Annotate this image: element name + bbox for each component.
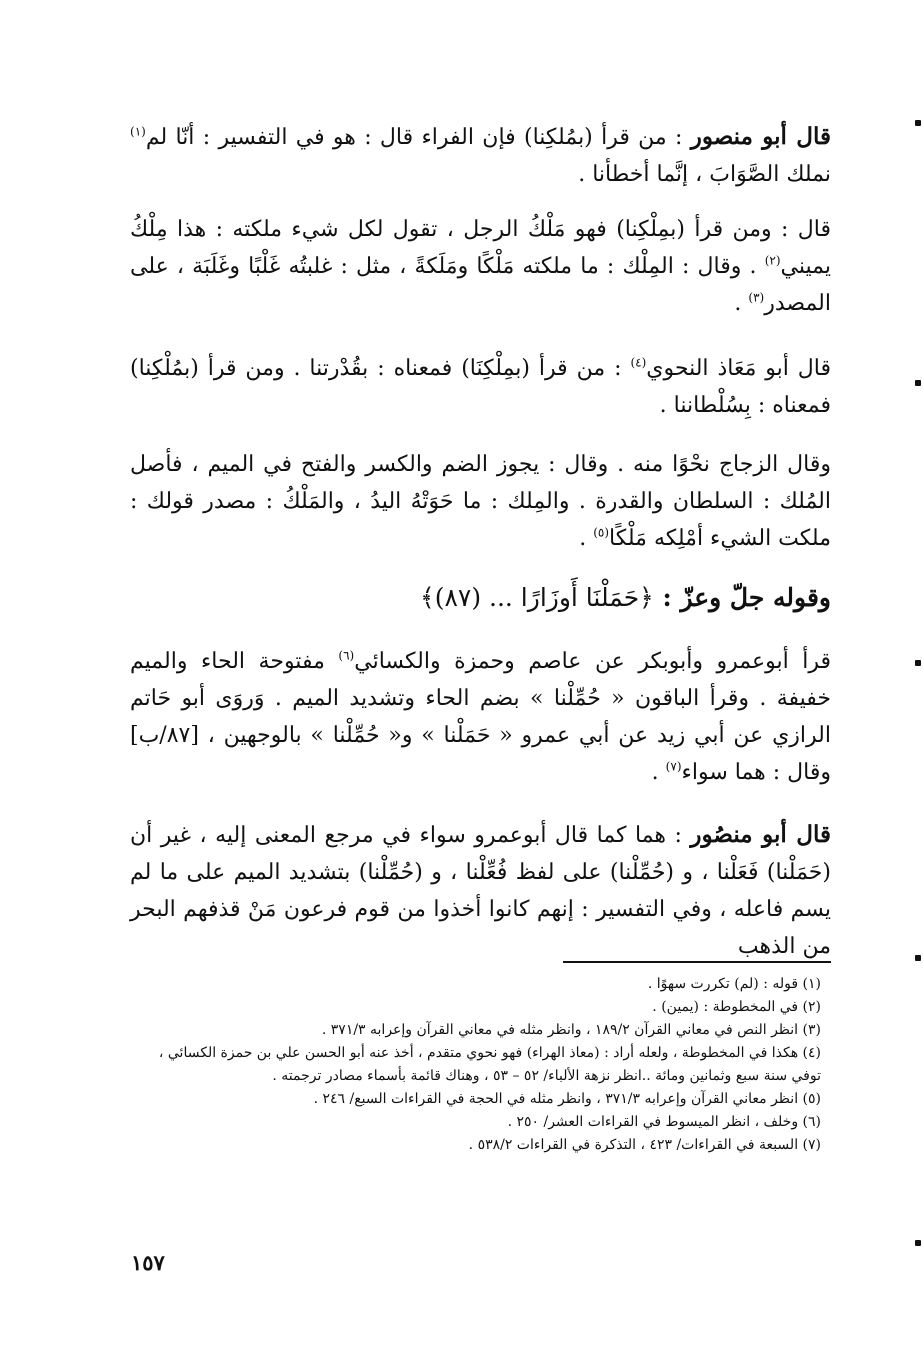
paragraph-3: [130, 350, 831, 424]
footnote-ref: (٧): [665, 759, 682, 774]
footnote-ref: (٣): [748, 290, 765, 305]
footnote-ref: (٢): [764, 253, 781, 268]
paragraph-tail: نملك الصَّوَابَ ، إنَّما أخطأنا .: [578, 162, 831, 187]
page-number: ١٥٧: [131, 1250, 165, 1275]
footnote-4: (٤) هكذا في المخطوطة ، ولعله أراد : (معاذ الهراء) فهو نحوي متقدم ، أخذ عنه أبو الحسن علي بن حمزة الكسائي ، توفي سنة سبع وثمانين ومائة ..انظر نزهة الألباء/ ٥٢ – ٥٣ ، وهناك قائمة بأسماء مصادر ترجمته .: [158, 1045, 821, 1084]
verse-heading: [420, 583, 831, 612]
footnote-ref: (٤): [630, 355, 647, 370]
paragraph-6: [130, 816, 831, 965]
paragraph-5: [130, 643, 831, 791]
footnote-2: (٢) في المخطوطة : (يمين) .: [652, 999, 821, 1015]
footnote-3: (٣) انظر النص في معاني القرآن ١٨٩/٢ ، وانظر مثله في معاني القرآن وإعرابه ٣٧١/٣ .: [321, 1022, 821, 1038]
footnote-ref: (١): [130, 124, 146, 139]
margin-mark: [915, 660, 921, 666]
paragraph-text: : هما كما قال أبوعمرو سواء في مرجع المعنى إليه ، غير أن (حَمَلْنا) فَعَلْنا ، و (حُمِّلْنا) على لفظ فُعِّلْنا ، و (حُمِّلْنا) بتشديد الميم على ما لم يسم فاعله ، وفي التفسير : إنهم كانوا أخذوا من قوم فرعون مَنْ قذفهم البحر من الذهب: [130, 823, 831, 959]
paragraph-text: قال أبو مَعَاذ النحوي: [646, 356, 832, 381]
paragraph-mid: . وقال : المِلْك : ما ملكته مَلْكًا ومَلَكةً ، مثل : غلبتُه غَلْبًا وغَلَبَة ، على المصدر: [130, 254, 831, 316]
margin-mark: [915, 380, 921, 386]
paragraph-text: : من قرأ (بمُلكِنا) فإن الفراء قال : هو في التفسير : أنّا لم: [145, 125, 683, 150]
quran-verse: ﴿حَمَلْنَا أَوزَارًا ... (٨٧)﴾: [420, 583, 654, 612]
footnote-divider: [563, 961, 831, 963]
footnote-6: (٦) وخلف ، انظر الميسوط في القراءات العشر/ ٢٥٠ .: [507, 1114, 821, 1130]
paragraph-tail: .: [579, 526, 587, 551]
heading-lead: وقوله جلّ وعزّ :: [662, 583, 831, 612]
margin-mark: [915, 955, 921, 961]
paragraph-tail: .: [651, 760, 659, 785]
margin-mark: [915, 120, 921, 126]
paragraph-text: قال : ومن قرأ (بمِلْكِنا) فهو مَلْكُ الرجل ، تقول لكل شيء ملكته : هذا مِلْكُ يميني: [130, 217, 831, 279]
paragraph-2: [130, 211, 831, 322]
paragraph-tail: .: [734, 291, 742, 316]
footnote-ref: (٦): [338, 648, 355, 663]
paragraph-text: قرأ أبوعمرو وأبوبكر عن عاصم وحمزة والكسائي: [354, 649, 831, 674]
paragraph-1: [130, 118, 831, 193]
paragraph-mid: مفتوحة الحاء والميم خفيفة . وقرأ الباقون « حُمِّلْنا » بضم الحاء وتشديد الميم . وَروَى أبو حَاتم الرازي عن أبي زيد عن أبي عمرو « حَمَلْنا » و« حُمِّلْنا » بالوجهين ، [٨٧/ب] وقال : هما سواء: [130, 649, 831, 785]
speaker-name: قال أبو منصور: [690, 123, 831, 150]
paragraph-tail: : من قرأ (بمِلْكِنَا) فمعناه : بقُدْرتنا . ومن قرأ (بمُلْكِنا) فمعناه : بِسُلْطاننا .: [130, 356, 831, 418]
paragraph-text: وقال الزجاج نحْوًا منه . وقال : يجوز الضم والكسر والفتح في الميم ، فأصل المُلك : السلطان والقدرة . والمِلك : ما حَوَتْهُ اليدُ ، والمَلْكُ : مصدر قولك : ملكت الشيء أمْلِكه مَلْكًا: [130, 452, 831, 551]
footnotes: [128, 973, 831, 1157]
speaker-name: قال أبو منصُور: [690, 821, 831, 848]
footnote-7: (٧) السبعة في القراءات/ ٤٢٣ ، التذكرة في القراءات ٥٣٨/٢ .: [468, 1137, 821, 1153]
footnote-5: (٥) انظر معاني القرآن وإعرابه ٣٧١/٣ ، وانظر مثله في الحجة في القراءات السبع/ ٢٤٦ .: [313, 1091, 821, 1107]
footnote-ref: (٥): [593, 525, 610, 540]
footnote-1: (١) قوله : (لم) تكررت سهوًا .: [647, 976, 821, 992]
paragraph-4: [130, 446, 831, 557]
margin-mark: [915, 1240, 921, 1246]
